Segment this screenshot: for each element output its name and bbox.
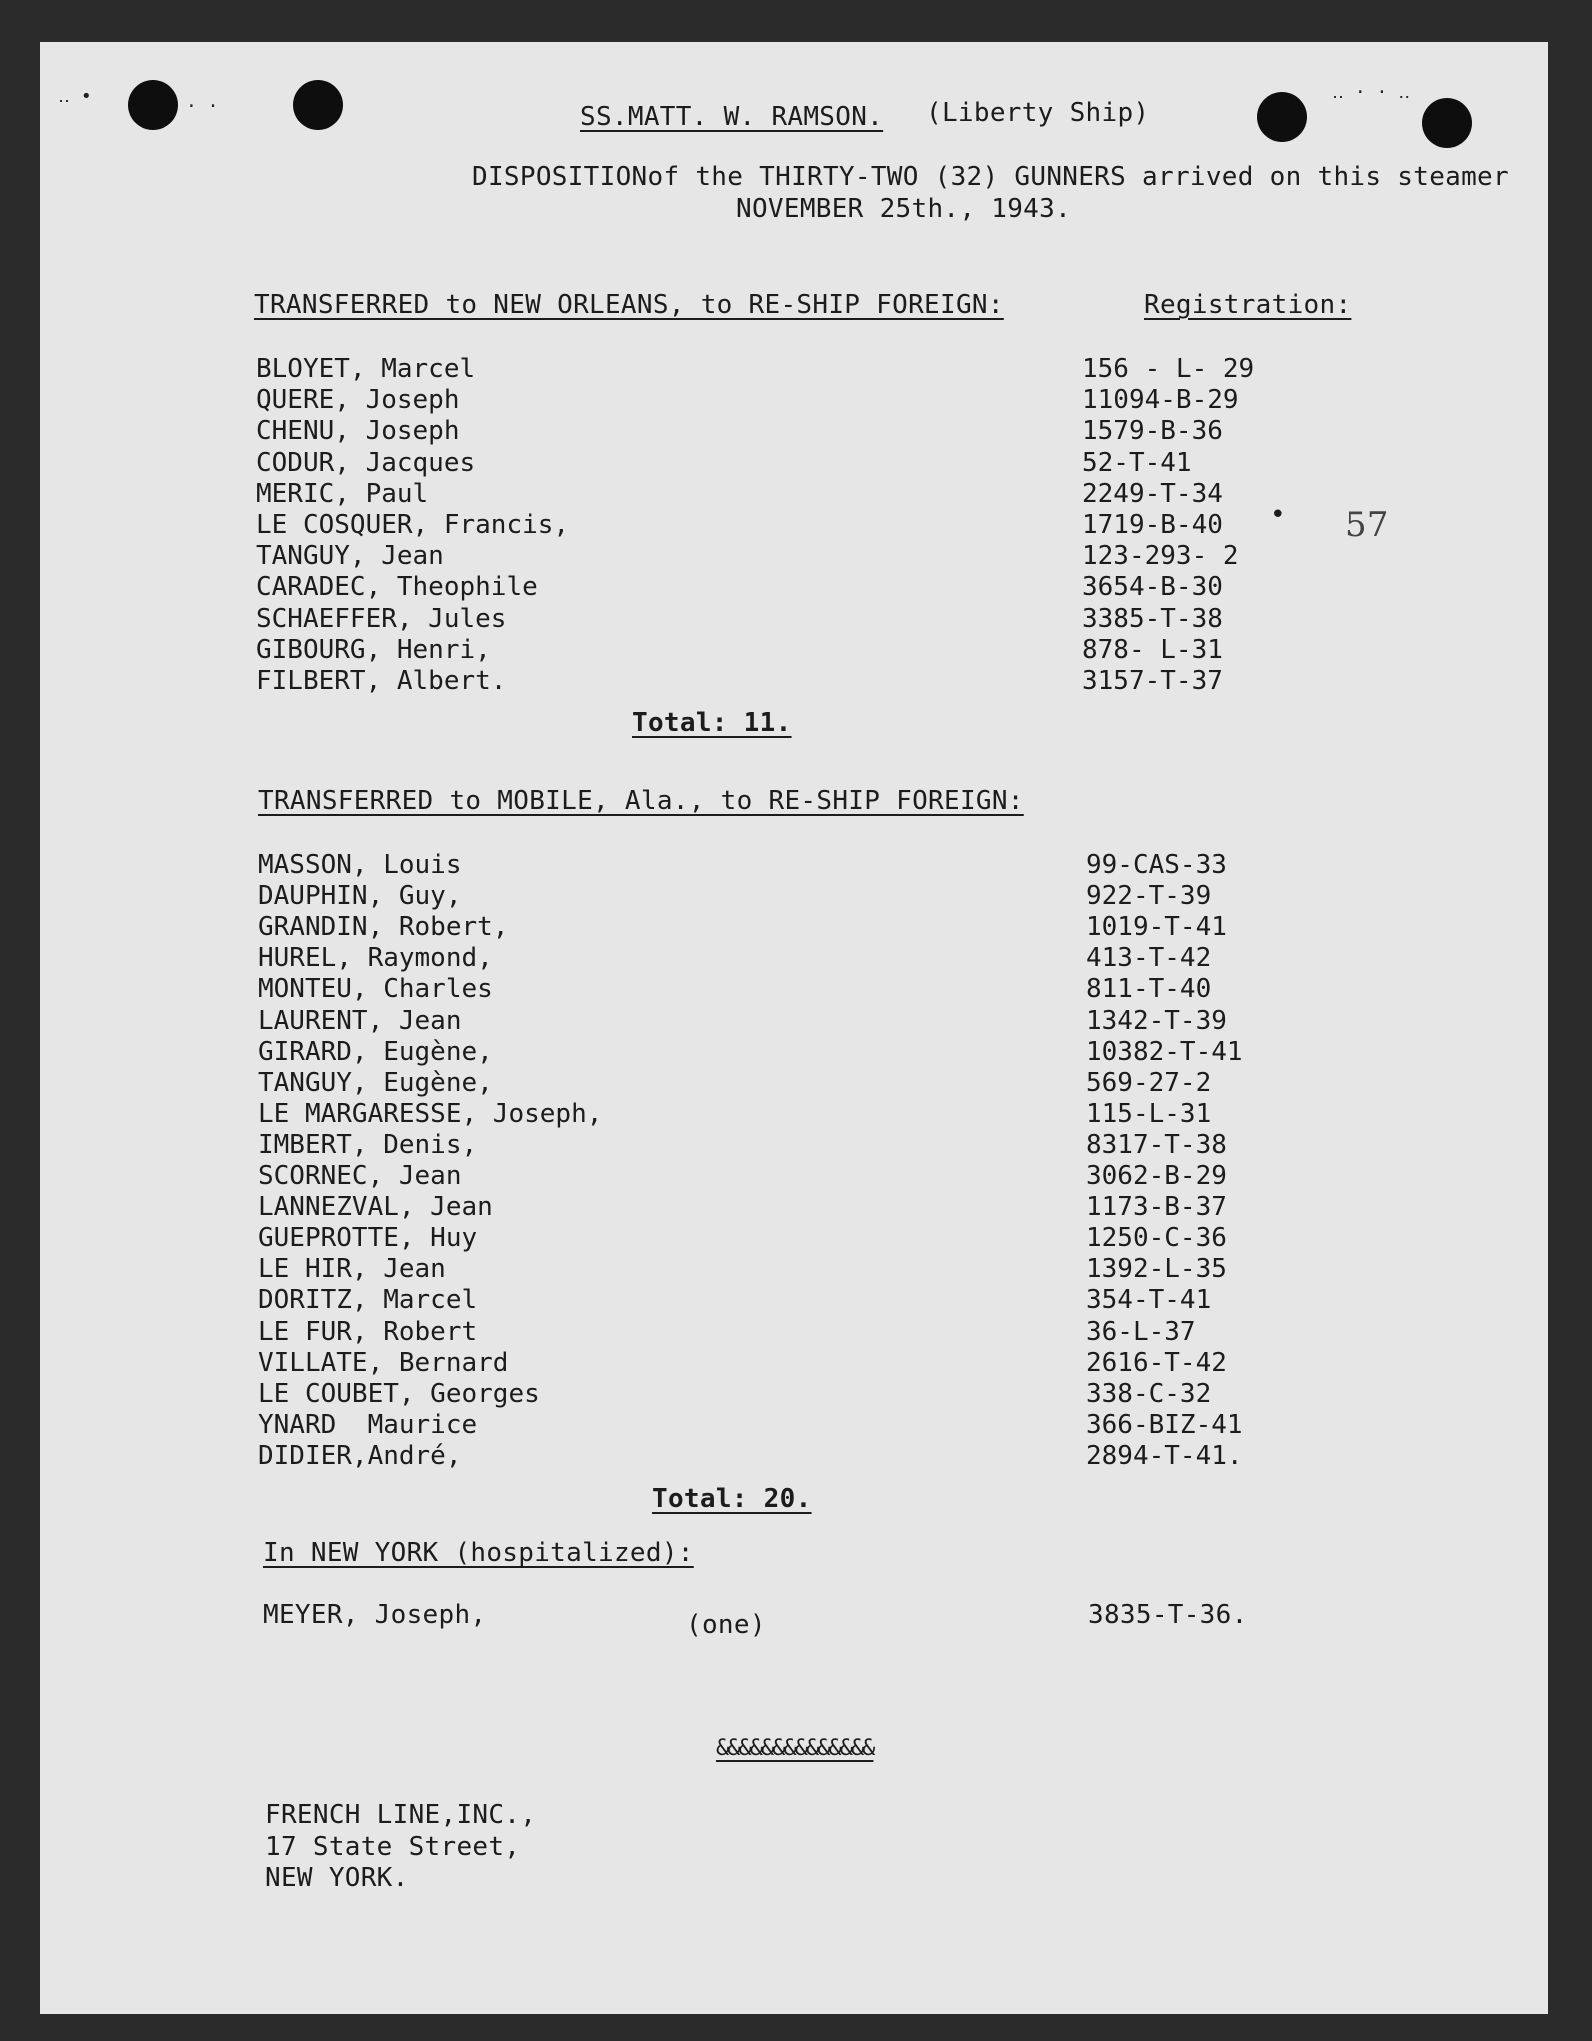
- footer-line-3: NEW YORK.: [265, 1863, 409, 1893]
- separator: &&&&&&&&&&&&&&: [716, 1736, 874, 1761]
- registration-cell: 2249-T-34: [1082, 478, 1223, 509]
- registration-cell: 366-BIZ-41: [1086, 1409, 1243, 1440]
- name-cell: CHENU, Joseph: [256, 416, 460, 447]
- registration-cell: 3157-T-37: [1082, 666, 1223, 696]
- registration-cell: 1579-B-36: [1082, 416, 1223, 447]
- name-cell: GIRARD, Eugène,: [258, 1036, 493, 1067]
- registration-cell: 354-T-41: [1086, 1285, 1212, 1316]
- punch-hole: [293, 80, 343, 130]
- registration-cell: 115-L-31: [1086, 1098, 1212, 1129]
- margin-dot: •: [1270, 500, 1286, 530]
- registration-cell: 36-L-37: [1086, 1316, 1196, 1347]
- name-cell: MONTEU, Charles: [258, 974, 493, 1005]
- margin-note: 57: [1345, 505, 1389, 545]
- name-cell: LE HIR, Jean: [258, 1254, 446, 1285]
- registration-heading: Registration:: [1144, 290, 1352, 320]
- name-cell: FILBERT, Albert.: [256, 666, 507, 696]
- punch-hole: [1257, 92, 1307, 142]
- name-cell: LE FUR, Robert: [258, 1316, 478, 1347]
- registration-cell: 8317-T-38: [1086, 1129, 1227, 1160]
- name-cell: GRANDIN, Robert,: [258, 912, 509, 943]
- name-cell: YNARD Maurice: [258, 1409, 478, 1440]
- registration-cell: 10382-T-41: [1086, 1036, 1243, 1067]
- name-cell: LAURENT, Jean: [258, 1005, 462, 1036]
- title-line-2: NOVEMBER 25th., 1943.: [736, 194, 1072, 224]
- registration-cell: 1173-B-37: [1086, 1192, 1227, 1223]
- registration-cell: 1019-T-41: [1086, 912, 1227, 943]
- name-cell: TANGUY, Jean: [256, 541, 444, 572]
- name-cell: LE MARGARESSE, Joseph,: [258, 1098, 603, 1129]
- registration-cell: 878- L-31: [1082, 634, 1223, 665]
- specks: ‥ · · ‥: [1332, 82, 1411, 103]
- ship-name: SS.MATT. W. RAMSON.: [580, 102, 884, 132]
- section-heading-new-york: In NEW YORK (hospitalized):: [263, 1538, 694, 1568]
- name-cell: DAUPHIN, Guy,: [258, 881, 462, 912]
- registration-cell: 3062-B-29: [1086, 1161, 1227, 1191]
- specks: · ·: [186, 96, 219, 117]
- title-line-1: DISPOSITIONof the THIRTY-TWO (32) GUNNERS arrived on this steamer: [472, 162, 1509, 192]
- registration-cell: 3385-T-38: [1082, 603, 1223, 634]
- name-cell: MEYER, Joseph,: [263, 1600, 487, 1630]
- registration-cell: 922-T-39: [1086, 881, 1212, 912]
- registration-cell: 338-C-32: [1086, 1378, 1212, 1409]
- registration-cell: 2894-T-41.: [1086, 1440, 1243, 1471]
- registration-cell: 123-293- 2: [1082, 541, 1239, 572]
- name-cell: DORITZ, Marcel: [258, 1285, 478, 1316]
- footer-line-2: 17 State Street,: [265, 1832, 521, 1862]
- punch-hole: [128, 80, 178, 130]
- name-cell: BLOYET, Marcel: [256, 354, 476, 384]
- registration-cell: 3835-T-36.: [1088, 1600, 1248, 1630]
- registration-cell: 1342-T-39: [1086, 1005, 1227, 1036]
- name-cell: GIBOURG, Henri,: [256, 634, 491, 665]
- registration-cell: 413-T-42: [1086, 943, 1212, 974]
- name-cell: LANNEZVAL, Jean: [258, 1192, 493, 1223]
- name-cell: QUERE, Joseph: [256, 385, 460, 416]
- name-cell: CARADEC, Theophile: [256, 572, 538, 603]
- registration-cell: 1392-L-35: [1086, 1254, 1227, 1285]
- registration-cell: 3654-B-30: [1082, 572, 1223, 603]
- registration-cell: 52-T-41: [1082, 447, 1192, 478]
- registration-cell: 2616-T-42: [1086, 1347, 1227, 1378]
- specks: ‥ •: [58, 86, 92, 107]
- registration-cell: 569-27-2: [1086, 1067, 1212, 1098]
- registration-cell: 11094-B-29: [1082, 385, 1239, 416]
- total-new-orleans: Total: 11.: [632, 708, 792, 738]
- section-heading-new-orleans: TRANSFERRED to NEW ORLEANS, to RE-SHIP FOREIGN:: [254, 290, 1004, 320]
- count-cell: (one): [686, 1610, 766, 1640]
- name-cell: MASSON, Louis: [258, 850, 462, 880]
- name-cell: MERIC, Paul: [256, 478, 429, 509]
- registration-cell: 1719-B-40: [1082, 510, 1223, 540]
- total-mobile: Total: 20.: [652, 1484, 812, 1514]
- name-cell: LE COSQUER, Francis,: [256, 510, 570, 540]
- name-cell: DIDIER,André,: [258, 1440, 462, 1471]
- ship-type: (Liberty Ship): [926, 98, 1150, 128]
- name-cell: VILLATE, Bernard: [258, 1347, 509, 1378]
- registration-cell: 1250-C-36: [1086, 1223, 1227, 1254]
- punch-hole: [1422, 98, 1472, 148]
- section-heading-mobile: TRANSFERRED to MOBILE, Ala., to RE-SHIP FOREIGN:: [258, 786, 1024, 816]
- name-cell: SCORNEC, Jean: [258, 1161, 462, 1191]
- name-cell: TANGUY, Eugène,: [258, 1067, 493, 1098]
- registration-cell: 811-T-40: [1086, 974, 1212, 1005]
- name-cell: HUREL, Raymond,: [258, 943, 493, 974]
- name-cell: IMBERT, Denis,: [258, 1129, 478, 1160]
- name-cell: CODUR, Jacques: [256, 447, 476, 478]
- registration-cell: 156 - L- 29: [1082, 354, 1255, 384]
- footer-line-1: FRENCH LINE,INC.,: [265, 1800, 537, 1830]
- name-cell: SCHAEFFER, Jules: [256, 603, 507, 634]
- name-cell: GUEPROTTE, Huy: [258, 1223, 478, 1254]
- name-cell: LE COUBET, Georges: [258, 1378, 540, 1409]
- registration-cell: 99-CAS-33: [1086, 850, 1227, 880]
